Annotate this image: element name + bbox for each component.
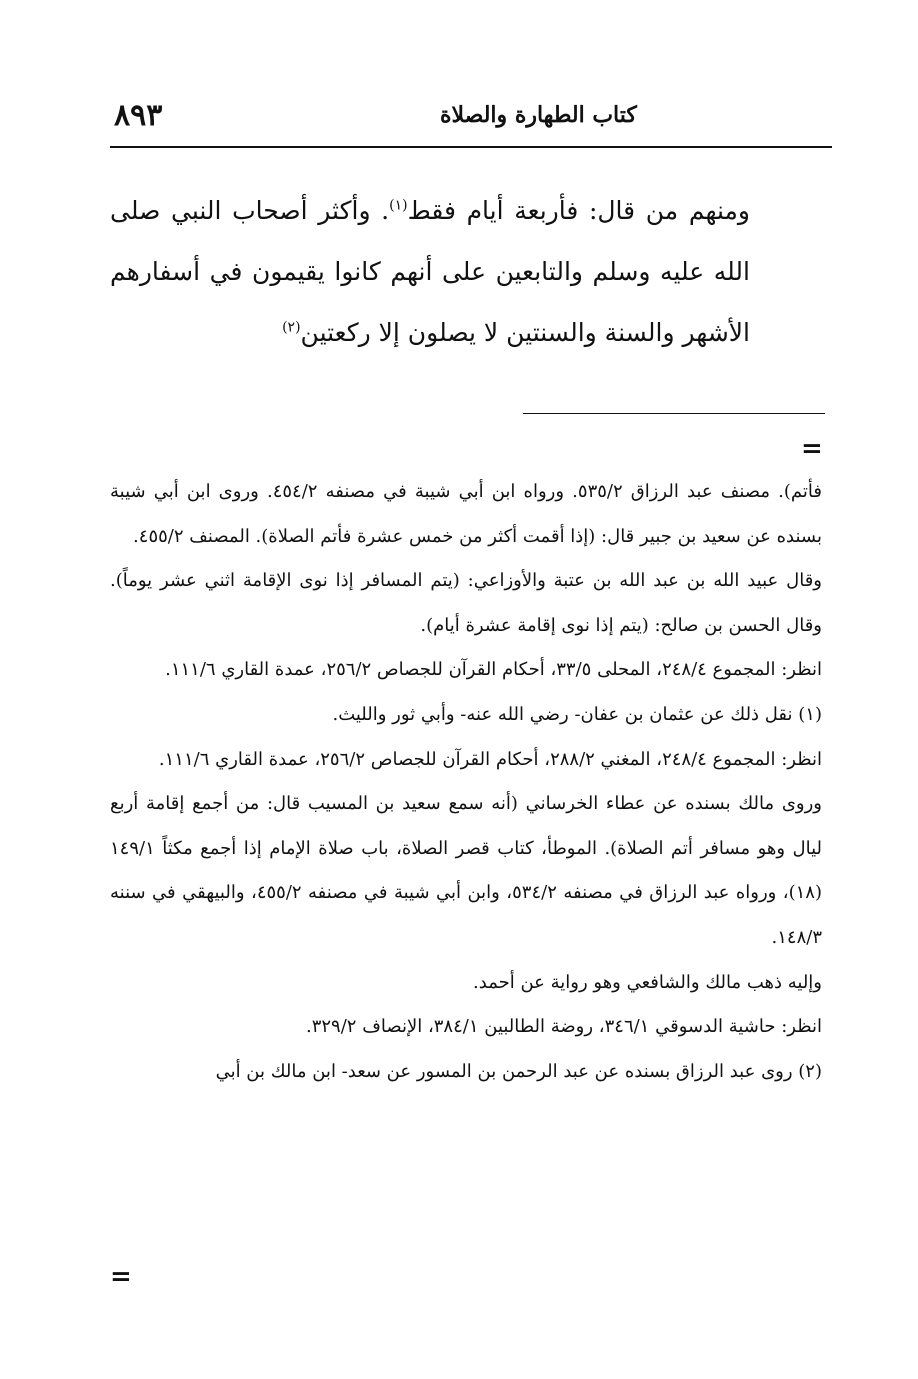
- header-rule: [110, 146, 832, 148]
- footnotes: [110, 470, 822, 1094]
- continuation-mark-top: =: [801, 434, 823, 464]
- footnote-paragraph: وقال عبيد الله بن عبد الله بن عتبة والأوزاعي: (يتم المسافر إذا نوى الإقامة اثني عشر يوماً). وقال الحسن بن صالح: (يتم إذا نوى إقامة عشرة أيام).: [110, 570, 822, 636]
- footnote-paragraph: وإليه ذهب مالك والشافعي وهو رواية عن أحمد.: [473, 971, 822, 993]
- footnote-paragraph: انظر: حاشية الدسوقي ٣٤٦/١، روضة الطالبين ٣٨٤/١، الإنصاف ٣٢٩/٢.: [305, 1016, 822, 1038]
- footnote-1: (١) نقل ذلك عن عثمان بن عفان- رضي الله عنه- وأبي ثور والليث.: [332, 703, 822, 725]
- main-paragraph: [110, 180, 750, 363]
- main-text-segment-2: . وأكثر أصحاب النبي صلى الله عليه وسلم والتابعين على أنهم كانوا يقيمون في أسفارهم الأشهر والسنة والسنتين لا يصلون إلا ركعتين: [110, 196, 750, 347]
- page-number: ٨٩٣: [114, 98, 163, 133]
- main-text-segment-1: ومنهم من قال: فأربعة أيام فقط: [407, 196, 750, 225]
- footnote-separator: [523, 413, 825, 414]
- footnote-marker-2: (٢): [282, 319, 301, 336]
- page-header: [110, 98, 832, 142]
- footnote-paragraph: انظر: المجموع ٢٤٨/٤، المحلى ٣٣/٥، أحكام القرآن للجصاص ٢٥٦/٢، عمدة القاري ١١١/٦.: [165, 659, 822, 681]
- main-text: [110, 180, 750, 363]
- continuation-mark-bottom: =: [110, 1262, 132, 1292]
- footnote-marker-1: (١): [389, 197, 408, 214]
- running-title: كتاب الطهارة والصلاة: [440, 102, 637, 128]
- footnote-2: (٢) روى عبد الرزاق بسنده عن عبد الرحمن بن المسور عن سعد- ابن مالك بن أبي: [215, 1060, 822, 1082]
- footnote-paragraph: وروى مالك بسنده عن عطاء الخرساني (أنه سمع سعيد بن المسيب قال: من أجمع إقامة أربع ليال وهو مسافر أتم الصلاة). الموطأ، كتاب قصر الصلاة، باب صلاة الإمام إذا أجمع مكثاً ١٤٩/١ (١٨)، ورواه عبد الرزاق في مصنفه ٥٣٤/٢، وابن أبي شيبة في مصنفه ٤٥٥/٢، والبيهقي في سننه ١٤٨/٣.: [110, 793, 823, 948]
- footnote-paragraph: انظر: المجموع ٢٤٨/٤، المغني ٢٨٨/٢، أحكام القرآن للجصاص ٢٥٦/٢، عمدة القاري ١١١/٦.: [158, 748, 822, 770]
- footnote-paragraph: فأتم). مصنف عبد الرزاق ٥٣٥/٢. ورواه ابن أبي شيبة في مصنفه ٤٥٤/٢. وروى ابن أبي شيبة بسنده عن سعيد بن جبير قال: (إذا أقمت أكثر من خمس عشرة فأتم الصلاة). المصنف ٤٥٥/٢.: [110, 481, 822, 547]
